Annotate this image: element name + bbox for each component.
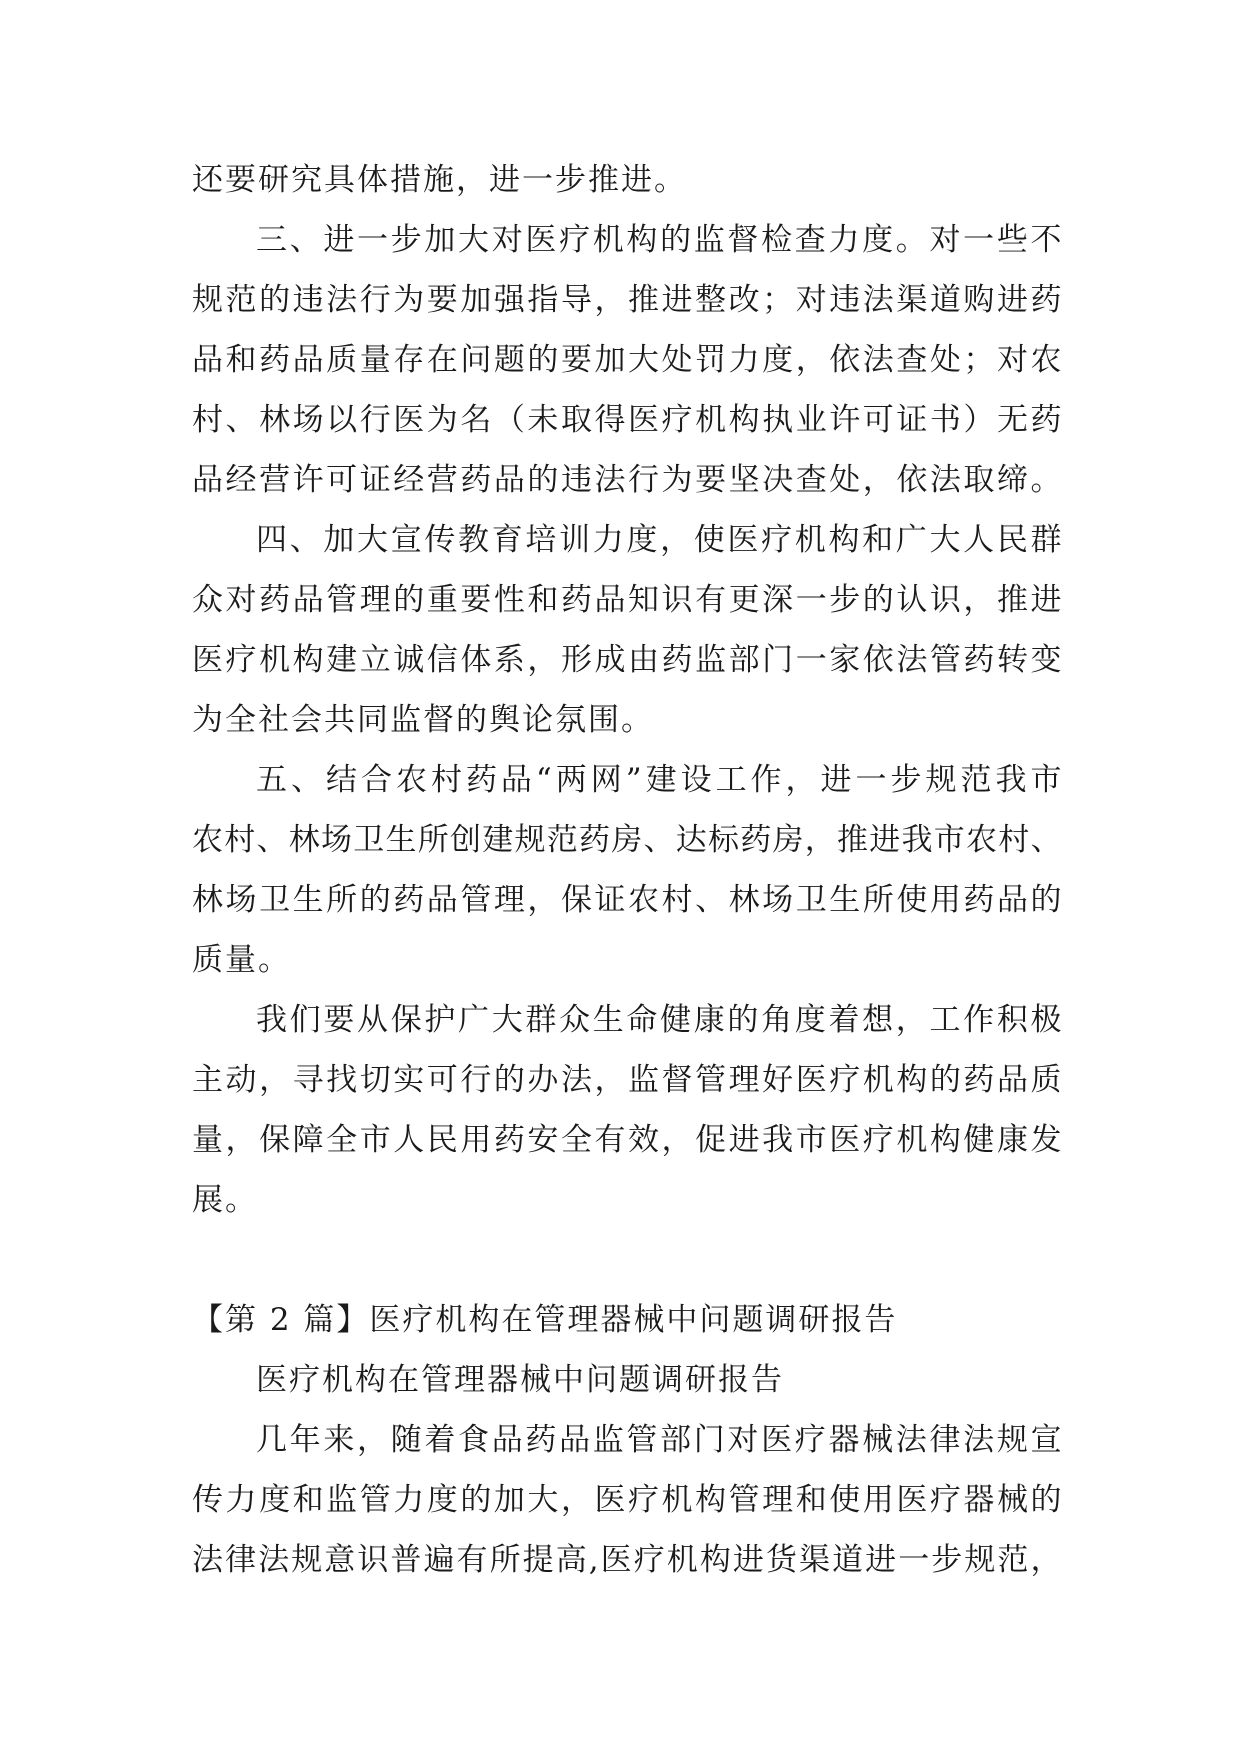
text-line: 村、林场以行医为名（未取得医疗机构执业许可证书）无药	[192, 402, 1062, 438]
text-line: 五、结合农村药品“两网”建设工作，进一步规范我市	[256, 762, 1062, 798]
text-line: 四、加大宣传教育培训力度，使医疗机构和广大人民群	[256, 522, 1062, 558]
text-line: 众对药品管理的重要性和药品知识有更深一步的认识，推进	[192, 582, 1062, 618]
section-header: 【第 2 篇】医疗机构在管理器械中问题调研报告	[192, 1302, 898, 1338]
text-line: 还要研究具体措施，进一步推进。	[192, 162, 687, 198]
paragraph-section-start	[192, 1410, 1062, 1590]
section-title: 医疗机构在管理器械中问题调研报告	[256, 1362, 784, 1398]
section-spacer	[192, 1230, 1062, 1290]
text-line: 林场卫生所的药品管理，保证农村、林场卫生所使用药品的	[192, 882, 1062, 918]
text-line: 量，保障全市人民用药安全有效，促进我市医疗机构健康发	[192, 1122, 1062, 1158]
text-line: 品和药品质量存在问题的要加大处罚力度，依法查处；对农	[192, 342, 1062, 378]
text-line: 几年来，随着食品药品监管部门对医疗器械法律法规宣	[256, 1422, 1062, 1458]
text-line: 传力度和监管力度的加大，医疗机构管理和使用医疗器械的	[192, 1482, 1062, 1518]
text-line: 我们要从保护广大群众生命健康的角度着想，工作积极	[256, 1002, 1062, 1038]
paragraph-closing	[192, 990, 1062, 1230]
text-line: 品经营许可证经营药品的违法行为要坚决查处，依法取缔。	[192, 462, 1062, 498]
text-line: 三、进一步加大对医疗机构的监督检查力度。对一些不	[256, 222, 1062, 258]
text-line: 规范的违法行为要加强指导，推进整改；对违法渠道购进药	[192, 282, 1062, 318]
text-line: 农村、林场卫生所创建规范药房、达标药房，推进我市农村、	[192, 822, 1062, 858]
paragraph-three	[192, 210, 1062, 510]
text-line: 法律法规意识普遍有所提高,医疗机构进货渠道进一步规范，	[192, 1542, 1062, 1578]
text-line: 为全社会共同监督的舆论氛围。	[192, 702, 654, 738]
paragraph-four	[192, 510, 1062, 750]
paragraph-five	[192, 750, 1062, 990]
document-page	[192, 150, 1062, 1590]
text-line: 展。	[192, 1182, 258, 1218]
text-line: 主动，寻找切实可行的办法，监督管理好医疗机构的药品质	[192, 1062, 1062, 1098]
paragraph-intro-tail	[192, 150, 1062, 210]
text-line: 医疗机构建立诚信体系，形成由药监部门一家依法管药转变	[192, 642, 1062, 678]
text-line: 质量。	[192, 942, 291, 978]
